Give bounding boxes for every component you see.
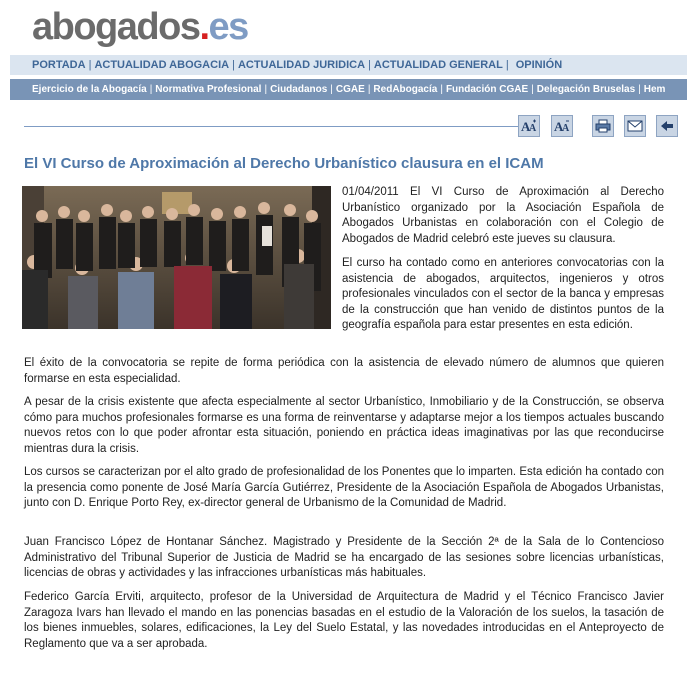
article-title: El VI Curso de Aproximación al Derecho Urbanístico clausura en el ICAM (24, 155, 544, 172)
nav-hemeroteca[interactable]: Hem (643, 84, 666, 95)
nav-portada[interactable]: PORTADA (32, 59, 86, 71)
article-paragraph: El éxito de la convocatoria se repite de forma periódica con la asistencia de elevado número de alumnos que quieren formarse en esta especialidad. (24, 357, 664, 385)
nav-cgae[interactable]: CGAE (335, 84, 365, 95)
nav-separator: | (330, 84, 333, 95)
nav-actualidad-general[interactable]: ACTUALIDAD GENERAL (373, 59, 503, 71)
nav-delegacion-bruselas[interactable]: Delegación Bruselas (536, 84, 636, 95)
article-paragraph: Juan Francisco López de Hontanar Sánchez. Magistrado y Presidente de la Sección 2ª de la Sala de lo Contencioso Administrativo del Tribunal Superior de Justicia de Madrid se ha encargado de las sesiones sobre licencias urbanísticas, licencias de obras y actividades y las infracciones urbanísticas más habituales. (24, 536, 664, 579)
logo-name: abogados (32, 6, 200, 48)
nav-separator: | (505, 59, 509, 71)
svg-text:A: A (521, 119, 531, 133)
font-increase-icon[interactable] (518, 115, 540, 137)
logo-tld: es (208, 6, 248, 48)
svg-text:A: A (562, 123, 570, 133)
article-photo (22, 186, 331, 329)
divider (24, 126, 524, 127)
secondary-nav (10, 79, 687, 100)
nav-redabogacia[interactable]: RedAbogacía (373, 84, 438, 95)
nav-separator: | (531, 84, 534, 95)
svg-text:A: A (529, 123, 537, 133)
email-icon[interactable] (624, 115, 646, 137)
nav-separator: | (264, 84, 268, 95)
nav-separator: | (440, 84, 443, 95)
nav-separator: | (88, 59, 92, 71)
nav-normativa-profesional[interactable]: Normativa Profesional (155, 84, 262, 95)
site-logo[interactable] (32, 6, 248, 49)
article-paragraph: El curso ha contado como en anteriores convocatorias con la asistencia de abogados, arquitectos, ingenieros y otros profesionales vinculados con el sector de la banca y empresas de la construcción que han venido de distintos puntos de la geografía española para estar presentes en esta edición. (342, 257, 664, 331)
nav-separator: | (368, 59, 371, 71)
nav-actualidad-abogacia[interactable]: ACTUALIDAD ABOGACIA (94, 59, 230, 71)
nav-separator: | (367, 84, 371, 95)
back-icon[interactable] (656, 115, 678, 137)
font-decrease-icon[interactable] (551, 115, 573, 137)
nav-ciudadanos[interactable]: Ciudadanos (270, 84, 328, 95)
svg-text:A: A (554, 119, 564, 133)
article-paragraph: Federico García Erviti, arquitecto, profesor de la Universidad de Arquitectura de Madrid y el Técnico Francisco Javier Zaragoza Ivars han llevado el mando en las ponencias basadas en el estudio de la Valoración de los suelos, la tasación de los bienes inmuebles, solares, edificaciones, la Ley del Suelo Estatal, y las novedades introducidas en el Anteproyecto de Reglamento que va a ser aprobada. (24, 591, 664, 650)
print-icon[interactable] (592, 115, 614, 137)
nav-separator: | (149, 84, 153, 95)
nav-opinion[interactable]: OPINIÓN (515, 59, 563, 71)
logo-dot: . (199, 6, 209, 48)
article-paragraph: 01/04/2011 El VI Curso de Aproximación al Derecho Urbanístico organizado por la Asociación Española de Abogados Urbanistas en colaboración con el Colegio de Abogados de Madrid celebró este jueves su clausura. (342, 186, 664, 245)
nav-ejercicio-abogacia[interactable]: Ejercicio de la Abogacía (32, 84, 147, 95)
page (10, 0, 687, 677)
nav-actualidad-juridica[interactable]: ACTUALIDAD JURIDICA (237, 59, 366, 71)
primary-nav (10, 55, 687, 75)
nav-separator: | (638, 84, 641, 95)
article-paragraph: A pesar de la crisis existente que afecta especialmente al sector Urbanístico, Inmobiliario y de la Construcción, se observa cómo para muchos profesionales formarse es una forma de reinventarse y adaptarse mejor a los tiempos actuales buscando nuevos retos con lo que poder afrontar esta situación, poniendo en práctica ideas imaginativas por las que reconducirse mientras dura la crisis. (24, 396, 664, 455)
nav-fundacion-cgae[interactable]: Fundación CGAE (445, 84, 529, 95)
article-paragraph: Los cursos se caracterizan por el alto grado de profesionalidad de los Ponentes que lo imparten. Esta edición ha contado con la presencia como ponente de José María García Gutiérrez, Presidente de la Asociación Española de Abogados Urbanistas, junto con D. Enrique Porto Rey, ex-director general de Urbanismo de la Comunidad de Madrid. (24, 466, 664, 509)
nav-separator: | (232, 59, 235, 71)
